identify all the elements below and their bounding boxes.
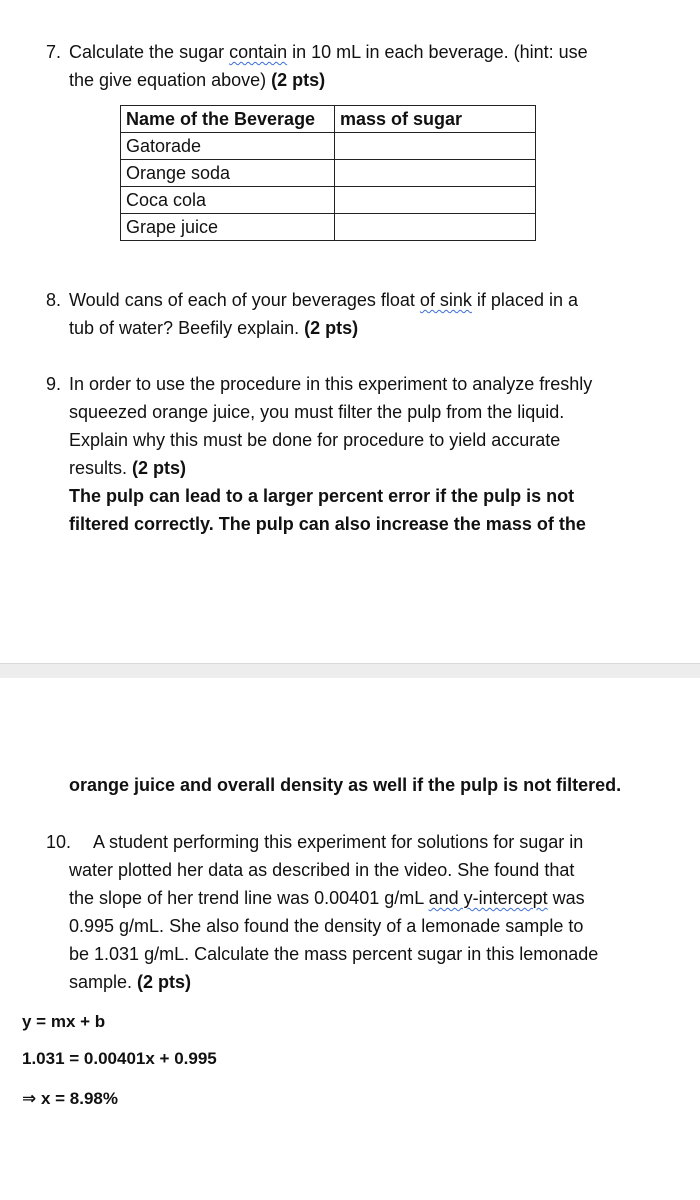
answer-text: filtered correctly. The pulp can also increase the mass of the	[69, 514, 586, 534]
page-break	[0, 663, 700, 679]
question-10	[46, 828, 686, 998]
points-label: (2 pts)	[304, 318, 359, 338]
table-cell: Coca cola	[121, 187, 335, 214]
table-row	[121, 187, 536, 214]
equation-line: 1.031 = 0.00401x + 0.995	[22, 1049, 217, 1068]
question-text: Would cans of each of your beverages float of sink if placed in a tub of water? Beefily explain. (2 pts)	[69, 290, 578, 338]
column-header: Name of the Beverage	[121, 106, 335, 133]
answer-continued: orange juice and overall density as well if the pulp is not filtered.	[69, 775, 622, 795]
question-number: 7.	[46, 42, 62, 62]
question-8	[46, 286, 686, 346]
answer-text: The pulp can lead to a larger percent error if the pulp is not	[69, 486, 575, 506]
table-row	[121, 160, 536, 187]
column-header: mass of sugar	[335, 106, 536, 133]
table-row	[121, 133, 536, 160]
table-cell: Grape juice	[121, 214, 335, 241]
points-label: (2 pts)	[132, 458, 187, 478]
table-cell	[335, 160, 536, 187]
question-number: 9.	[46, 374, 62, 394]
question-7	[46, 38, 686, 98]
table-row	[121, 214, 536, 241]
question-number: 8.	[46, 290, 62, 310]
question-text: In order to use the procedure in this experiment to analyze freshly squeezed orange juice, you must filter the pulp from the liquid. Explain why this must be done for procedure to yield accurate results. (2 pts) The pulp can lead to a larger percent error if the pulp is not filtered correctly. The pulp can also increase the mass of the	[69, 370, 592, 538]
points-label: (2 pts)	[271, 70, 326, 90]
table-cell	[335, 133, 536, 160]
question-text: Calculate the sugar contain in 10 mL in each beverage. (hint: use the give equation above) (2 pts)	[69, 42, 588, 90]
table-cell: Gatorade	[121, 133, 335, 160]
table-cell	[335, 187, 536, 214]
question-text: A student performing this experiment for solutions for sugar in water plotted her data as described in the video. She found that the slope of her trend line was 0.00401 g/mL and y-intercept was 0.995 g/mL. She also found the density of a lemonade sample to be 1.031 g/mL. Calculate the mass percent sugar in this lemonade sample. (2 pts)	[69, 832, 599, 992]
table-cell	[335, 214, 536, 241]
equation-result: ⇒ x = 8.98%	[22, 1089, 118, 1108]
table-cell: Orange soda	[121, 160, 335, 187]
points-label: (2 pts)	[137, 972, 192, 992]
equation-line: y = mx + b	[22, 1012, 106, 1031]
question-9	[46, 370, 686, 540]
table-header-row	[121, 106, 536, 133]
question-number: 10.	[46, 832, 72, 852]
beverage-table	[120, 105, 536, 241]
